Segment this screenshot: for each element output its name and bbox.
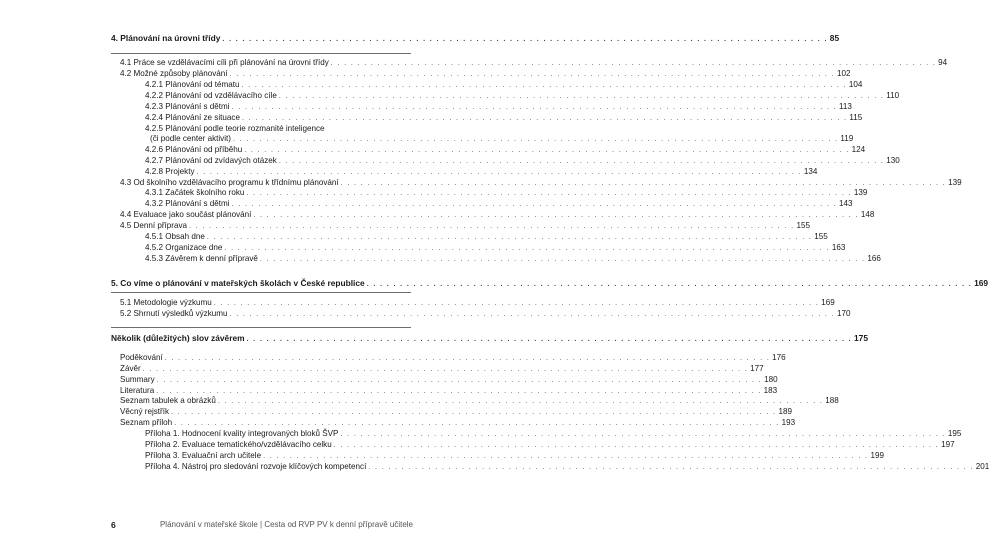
toc-entry — [120, 210, 875, 221]
toc-page-number: 124 — [851, 145, 866, 154]
toc-entry — [145, 167, 818, 178]
toc-entry — [145, 188, 868, 199]
page-number: 6 — [111, 520, 116, 530]
toc-entry — [145, 156, 900, 167]
toc-entry — [145, 199, 853, 210]
dot-leader: . . . . . . . . . . . . . . . . . . . . . . . . . . . . . . . . . . . . . . . . . . . . . . . . . . . . . . . . . . . . . . . . . . . . . . . . . . . . . . . . . . . . . . . . . . . — [156, 377, 763, 384]
toc-page-number: 104 — [848, 80, 863, 89]
toc-entry — [120, 309, 851, 320]
toc-page-number: 166 — [867, 254, 881, 263]
toc-entry — [120, 364, 764, 375]
dot-leader: . . . . . . . . . . . . . . . . . . . . . . . . . . . . . . . . . . . . . . . . . . . . . . . . . . . . . . . . . . . . . . . . . . . . . . . . . . . . . . . . . . . . . . . . . . . — [340, 180, 947, 187]
dot-leader: . . . . . . . . . . . . . . . . . . . . . . . . . . . . . . . . . . . . . . . . . . . . . . . . . . . . . . . . . . . . . . . . . . . . . . . . . . . . . . . . . . . . . . . . . . . — [244, 147, 850, 154]
toc-entry-title: Příloha 1. Hodnocení kvality integrovaných bloků ŠVP — [145, 429, 339, 438]
toc-page-number: 110 — [886, 91, 900, 100]
toc-entry — [145, 145, 866, 156]
dot-leader: . . . . . . . . . . . . . . . . . . . . . . . . . . . . . . . . . . . . . . . . . . . . . . . . . . . . . . . . . . . . . . . . . . . . . . . . . . . . . . . . . . . . . . . . . . . — [330, 60, 937, 67]
toc-page-number: 119 — [840, 134, 854, 143]
toc-page-number: 85 — [829, 33, 840, 43]
toc-entry — [145, 451, 885, 462]
dot-leader: . . . . . . . . . . . . . . . . . . . . . . . . . . . . . . . . . . . . . . . . . . . . . . . . . . . . . . . . . . . . . . . . . . . . . . . . . . . . . . . . . . . . . . . . . . . — [333, 442, 940, 449]
toc-entry-title: Seznam tabulek a obrázků — [120, 396, 216, 405]
toc-entry-title: Summary — [120, 375, 155, 384]
toc-entry — [145, 462, 989, 473]
dot-leader: . . . . . . . . . . . . . . . . . . . . . . . . . . . . . . . . . . . . . . . . . . . . . . . . . . . . . . . . . . . . . . . . . . . . . . . . . . . . . . . . . . . . . . . . . . . — [340, 431, 946, 438]
dot-leader: . . . . . . . . . . . . . . . . . . . . . . . . . . . . . . . . . . . . . . . . . . . . . . . . . . . . . . . . . . . . . . . . . . . . . . . . . . . . . . . . . . . . . . . . . . . — [246, 190, 852, 197]
toc-entry — [120, 407, 792, 418]
table-of-contents — [111, 0, 989, 550]
dot-leader: . . . . . . . . . . . . . . . . . . . . . . . . . . . . . . . . . . . . . . . . . . . . . . . . . . . . . . . . . . . . . . . . . . . . . . . . . . . . . . . . . . . . . . . . . . . — [206, 234, 813, 241]
toc-page-number: 180 — [764, 375, 778, 384]
toc-entry-title: 4.5.1 Obsah dne — [145, 232, 205, 241]
section-divider — [111, 292, 411, 293]
dot-leader: . . . . . . . . . . . . . . . . . . . . . . . . . . . . . . . . . . . . . . . . . . . . . . . . . . . . . . . . . . . . . . . . . . . . . . . . . . . . . . . . . . . . . . . . . . . — [222, 36, 828, 43]
toc-entry — [145, 243, 846, 254]
toc-entry-title: 4.2.2 Plánování od vzdělávacího cíle — [145, 91, 277, 100]
dot-leader: . . . . . . . . . . . . . . . . . . . . . . . . . . . . . . . . . . . . . . . . . . . . . . . . . . . . . . . . . . . . . . . . . . . . . . . . . . . . . . . . . . . . . . . . . . . — [263, 453, 869, 460]
toc-page-number: 163 — [831, 243, 846, 252]
toc-page-number: 139 — [948, 178, 962, 187]
dot-leader: . . . . . . . . . . . . . . . . . . . . . . . . . . . . . . . . . . . . . . . . . . . . . . . . . . . . . . . . . . . . . . . . . . . . . . . . . . . . . . . . . . . . . . . . . . . — [241, 115, 848, 122]
dot-leader: . . . . . . . . . . . . . . . . . . . . . . . . . . . . . . . . . . . . . . . . . . . . . . . . . . . . . . . . . . . . . . . . . . . . . . . . . . . . . . . . . . . . . . . . . . . — [164, 355, 771, 362]
dot-leader: . . . . . . . . . . . . . . . . . . . . . . . . . . . . . . . . . . . . . . . . . . . . . . . . . . . . . . . . . . . . . . . . . . . . . . . . . . . . . . . . . . . . . . . . . . . — [259, 256, 866, 263]
toc-entry-title: 4.4 Evaluace jako součást plánování — [120, 210, 252, 219]
toc-entry-title: 4.5 Denní příprava — [120, 221, 188, 230]
dot-leader: . . . . . . . . . . . . . . . . . . . . . . . . . . . . . . . . . . . . . . . . . . . . . . . . . . . . . . . . . . . . . . . . . . . . . . . . . . . . . . . . . . . . . . . . . . . — [189, 223, 795, 230]
dot-leader: . . . . . . . . . . . . . . . . . . . . . . . . . . . . . . . . . . . . . . . . . . . . . . . . . . . . . . . . . . . . . . . . . . . . . . . . . . . . . . . . . . . . . . . . . . . — [156, 388, 762, 395]
toc-entry — [120, 58, 948, 69]
dot-leader: . . . . . . . . . . . . . . . . . . . . . . . . . . . . . . . . . . . . . . . . . . . . . . . . . . . . . . . . . . . . . . . . . . . . . . . . . . . . . . . . . . . . . . . . . . . — [217, 398, 824, 405]
toc-entry-title: 4.3.2 Plánování s dětmi — [145, 199, 230, 208]
dot-leader: . . . . . . . . . . . . . . . . . . . . . . . . . . . . . . . . . . . . . . . . . . . . . . . . . . . . . . . . . . . . . . . . . . . . . . . . . . . . . . . . . . . . . . . . . . . — [229, 71, 835, 78]
toc-entry-title: 4.2.8 Projekty — [145, 167, 195, 176]
dot-leader: . . . . . . . . . . . . . . . . . . . . . . . . . . . . . . . . . . . . . . . . . . . . . . . . . . . . . . . . . . . . . . . . . . . . . . . . . . . . . . . . . . . . . . . . . . . — [232, 136, 839, 143]
toc-entry-title: 4.5.2 Organizace dne — [145, 243, 223, 252]
toc-entry — [120, 221, 810, 232]
toc-entry-title: 4.2.7 Plánování od zvídavých otázek — [145, 156, 277, 165]
toc-entry-title: 4.5.3 Závěrem k denní přípravě — [145, 254, 258, 263]
toc-entry — [145, 113, 863, 124]
toc-page-number: 94 — [938, 58, 948, 67]
toc-entry — [145, 80, 863, 91]
dot-leader: . . . . . . . . . . . . . . . . . . . . . . . . . . . . . . . . . . . . . . . . . . . . . . . . . . . . . . . . . . . . . . . . . . . . . . . . . . . . . . . . . . . . . . . . . . . — [278, 93, 885, 100]
toc-page-number: 148 — [860, 210, 875, 219]
toc-entry — [120, 298, 835, 309]
toc-entry-title: 4.2.1 Plánování od tématu — [145, 80, 240, 89]
toc-page-number: 199 — [870, 451, 885, 460]
toc-entry-title: 4.2.4 Plánování ze situace — [145, 113, 240, 122]
section-divider — [111, 53, 411, 54]
toc-entry — [145, 429, 962, 440]
toc-entry-title: 4.3.1 Začátek školního roku — [145, 188, 245, 197]
dot-leader: . . . . . . . . . . . . . . . . . . . . . . . . . . . . . . . . . . . . . . . . . . . . . . . . . . . . . . . . . . . . . . . . . . . . . . . . . . . . . . . . . . . . . . . . . . . — [246, 336, 853, 343]
toc-entry — [145, 254, 881, 265]
toc-page-number: 113 — [839, 102, 852, 111]
toc-page-number: 170 — [836, 309, 851, 318]
toc-entry-title: Literatura — [120, 386, 155, 395]
toc-chapter-entry — [111, 333, 868, 345]
toc-entry — [150, 134, 854, 145]
toc-page-number: 169 — [821, 298, 835, 307]
toc-entry — [145, 232, 828, 243]
toc-entry-title: Několik (důležitých) slov závěrem — [111, 333, 245, 343]
toc-entry-title: 4.2.6 Plánování od příběhu — [145, 145, 243, 154]
dot-leader: . . . . . . . . . . . . . . . . . . . . . . . . . . . . . . . . . . . . . . . . . . . . . . . . . . . . . . . . . . . . . . . . . . . . . . . . . . . . . . . . . . . . . . . . . . . — [231, 201, 838, 208]
dot-leader: . . . . . . . . . . . . . . . . . . . . . . . . . . . . . . . . . . . . . . . . . . . . . . . . . . . . . . . . . . . . . . . . . . . . . . . . . . . . . . . . . . . . . . . . . . . — [171, 409, 777, 416]
toc-entry-title: 4.1 Práce se vzdělávacími cíli při plánování na úrovni třídy — [120, 58, 329, 67]
toc-entry-title: 5.2 Shrnutí výsledků výzkumu — [120, 309, 228, 318]
toc-entry-title: 4.3 Od školního vzdělávacího programu k třídnímu plánování — [120, 178, 339, 187]
dot-leader: . . . . . . . . . . . . . . . . . . . . . . . . . . . . . . . . . . . . . . . . . . . . . . . . . . . . . . . . . . . . . . . . . . . . . . . . . . . . . . . . . . . . . . . . . . . — [366, 281, 973, 288]
toc-page-number: 139 — [853, 188, 868, 197]
toc-entry — [145, 91, 900, 102]
toc-page-number: 197 — [941, 440, 955, 449]
toc-page-number: 201 — [975, 462, 989, 471]
toc-page-number: 115 — [849, 113, 863, 122]
toc-page-number: 188 — [825, 396, 839, 405]
dot-leader: . . . . . . . . . . . . . . . . . . . . . . . . . . . . . . . . . . . . . . . . . . . . . . . . . . . . . . . . . . . . . . . . . . . . . . . . . . . . . . . . . . . . . . . . . . . — [231, 104, 838, 111]
toc-page-number: 189 — [778, 407, 792, 416]
toc-entry — [145, 440, 955, 451]
dot-leader: . . . . . . . . . . . . . . . . . . . . . . . . . . . . . . . . . . . . . . . . . . . . . . . . . . . . . . . . . . . . . . . . . . . . . . . . . . . . . . . . . . . . . . . . . . . — [278, 158, 885, 165]
toc-entry-title: Příloha 2. Evaluace tematického/vzdělávacího celku — [145, 440, 332, 449]
toc-page-number: 183 — [763, 386, 778, 395]
toc-page-number: 177 — [750, 364, 764, 373]
toc-entry — [120, 396, 839, 407]
dot-leader: . . . . . . . . . . . . . . . . . . . . . . . . . . . . . . . . . . . . . . . . . . . . . . . . . . . . . . . . . . . . . . . . . . . . . . . . . . . . . . . . . . . . . . . . . . . — [241, 82, 847, 89]
toc-page-number: 195 — [947, 429, 962, 438]
toc-entry-title: 4.2.5 Plánování podle teorie rozmanité inteligence — [145, 124, 325, 133]
toc-entry-title: Poděkování — [120, 353, 163, 362]
toc-chapter-entry — [111, 278, 989, 290]
toc-entry — [120, 353, 786, 364]
toc-entry-title: Seznam příloh — [120, 418, 173, 427]
toc-page-number: 176 — [772, 353, 786, 362]
section-divider — [111, 327, 411, 328]
running-title: Plánování v mateřské škole | Cesta od RVP PV k denní přípravě učitele — [159, 520, 413, 529]
toc-entry-title: (či podle center aktivit) — [150, 134, 231, 143]
toc-page-number: 130 — [886, 156, 900, 165]
toc-entry — [120, 375, 778, 386]
toc-entry-title: Příloha 4. Nástroj pro sledování rozvoje klíčových kompetencí — [145, 462, 367, 471]
dot-leader: . . . . . . . . . . . . . . . . . . . . . . . . . . . . . . . . . . . . . . . . . . . . . . . . . . . . . . . . . . . . . . . . . . . . . . . . . . . . . . . . . . . . . . . . . . . — [174, 420, 780, 427]
toc-page-number: 155 — [796, 221, 810, 230]
dot-leader: . . . . . . . . . . . . . . . . . . . . . . . . . . . . . . . . . . . . . . . . . . . . . . . . . . . . . . . . . . . . . . . . . . . . . . . . . . . . . . . . . . . . . . . . . . . — [196, 169, 802, 176]
toc-entry-title: Věcný rejstřík — [120, 407, 170, 416]
toc-entry — [145, 102, 852, 113]
toc-page-number: 155 — [814, 232, 828, 241]
toc-entry-title: 4. Plánování na úrovni třídy — [111, 33, 221, 43]
toc-entry — [120, 418, 796, 429]
toc-entry-title: 4.2.3 Plánování s dětmi — [145, 102, 230, 111]
toc-page-number: 193 — [781, 418, 796, 427]
toc-entry-title: Závěr — [120, 364, 141, 373]
toc-page-number: 143 — [839, 199, 853, 208]
dot-leader: . . . . . . . . . . . . . . . . . . . . . . . . . . . . . . . . . . . . . . . . . . . . . . . . . . . . . . . . . . . . . . . . . . . . . . . . . . . . . . . . . . . . . . . . . . . — [229, 311, 835, 318]
toc-entry-title: 5.1 Metodologie výzkumu — [120, 298, 212, 307]
toc-entry-title: 4.2 Možné způsoby plánování — [120, 69, 228, 78]
toc-entry — [120, 69, 851, 80]
dot-leader: . . . . . . . . . . . . . . . . . . . . . . . . . . . . . . . . . . . . . . . . . . . . . . . . . . . . . . . . . . . . . . . . . . . . . . . . . . . . . . . . . . . . . . . . . . . — [253, 212, 859, 219]
toc-page-number: 175 — [854, 333, 868, 343]
toc-page-number: 102 — [836, 69, 851, 78]
toc-entry-title: 5. Co víme o plánování v mateřských školách v České republice — [111, 278, 365, 288]
toc-page-number: 134 — [803, 167, 818, 176]
dot-leader: . . . . . . . . . . . . . . . . . . . . . . . . . . . . . . . . . . . . . . . . . . . . . . . . . . . . . . . . . . . . . . . . . . . . . . . . . . . . . . . . . . . . . . . . . . . — [213, 300, 820, 307]
toc-entry-title: Příloha 3. Evaluační arch učitele — [145, 451, 262, 460]
dot-leader: . . . . . . . . . . . . . . . . . . . . . . . . . . . . . . . . . . . . . . . . . . . . . . . . . . . . . . . . . . . . . . . . . . . . . . . . . . . . . . . . . . . . . . . . . . . — [368, 464, 974, 471]
toc-chapter-entry — [111, 33, 840, 45]
dot-leader: . . . . . . . . . . . . . . . . . . . . . . . . . . . . . . . . . . . . . . . . . . . . . . . . . . . . . . . . . . . . . . . . . . . . . . . . . . . . . . . . . . . . . . . . . . . — [142, 366, 749, 373]
dot-leader: . . . . . . . . . . . . . . . . . . . . . . . . . . . . . . . . . . . . . . . . . . . . . . . . . . . . . . . . . . . . . . . . . . . . . . . . . . . . . . . . . . . . . . . . . . . — [224, 245, 830, 252]
toc-page-number: 169 — [974, 278, 989, 288]
